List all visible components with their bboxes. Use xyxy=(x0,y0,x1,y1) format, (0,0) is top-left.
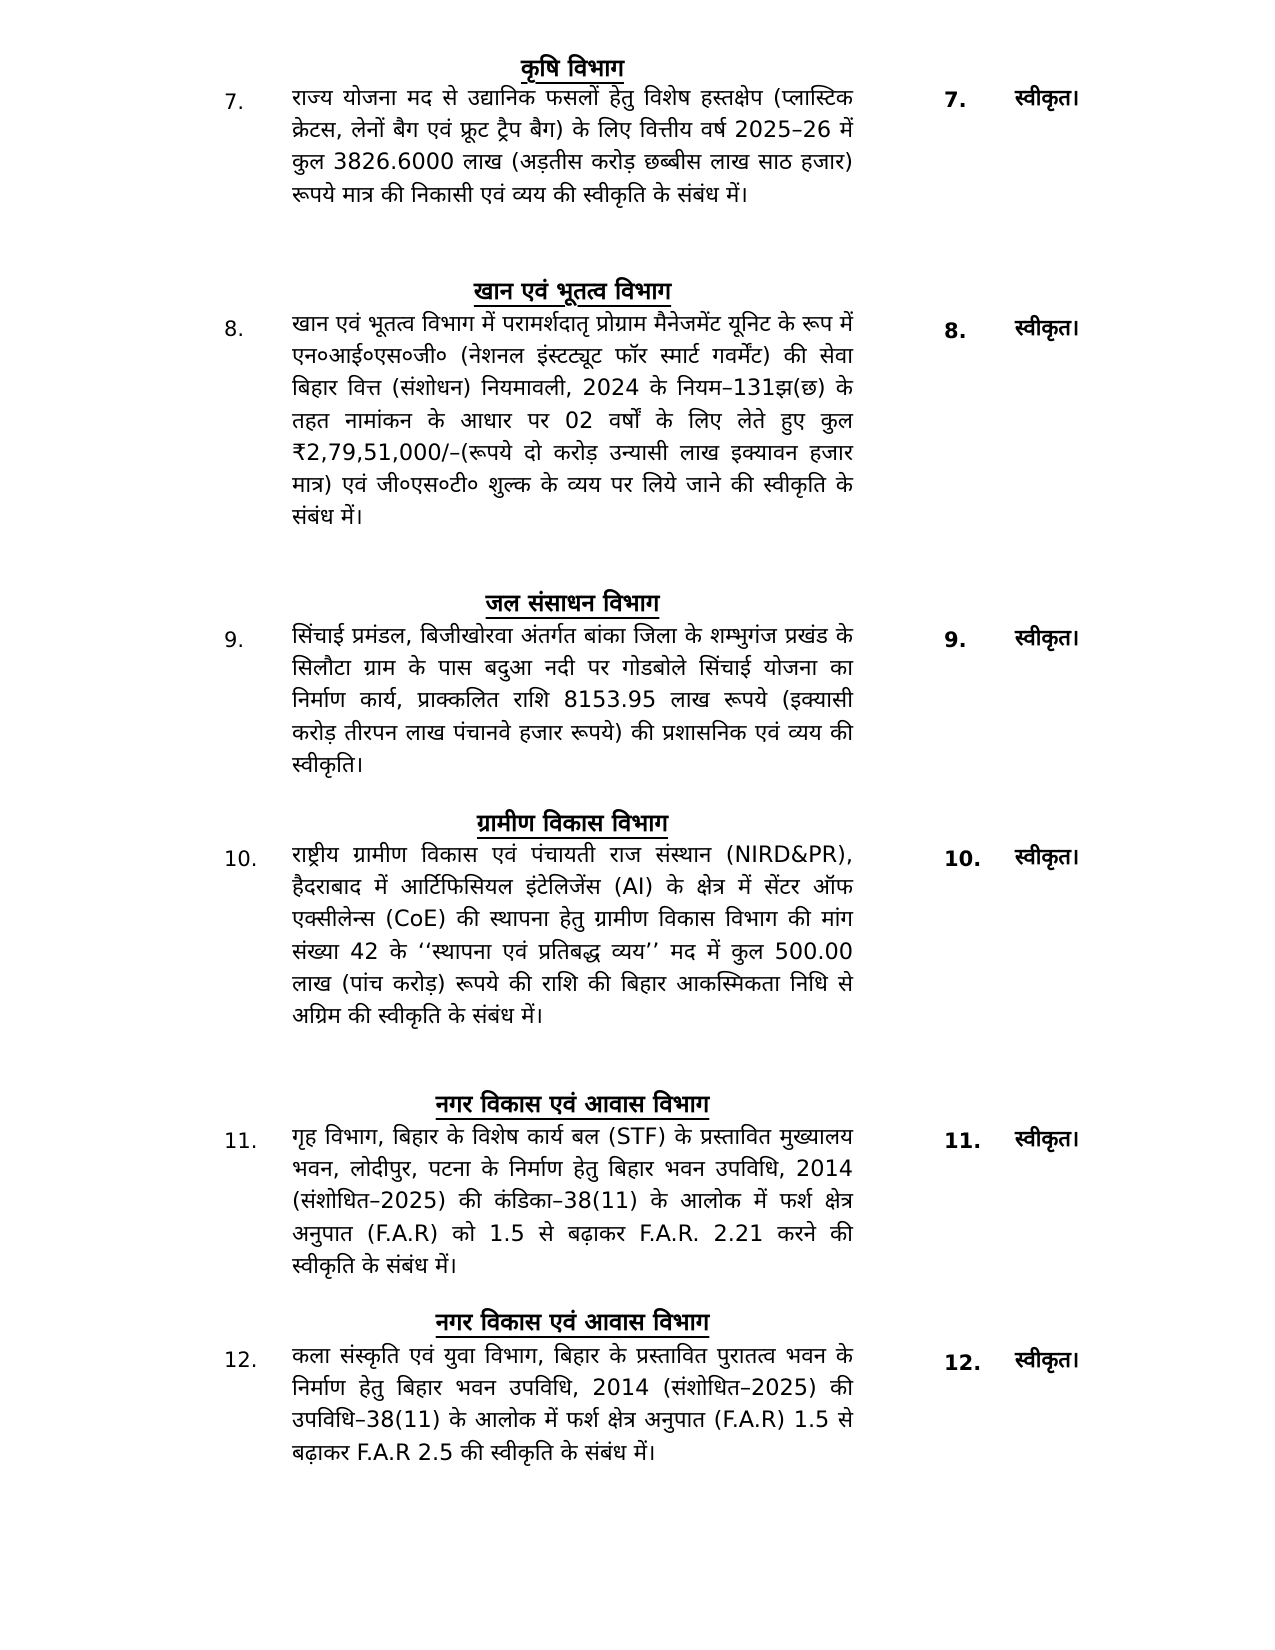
department-heading-text: ग्रामीण विकास विभाग xyxy=(477,809,668,837)
decision-serial: 12. xyxy=(944,1351,982,1375)
decision-serial: 10. xyxy=(944,847,982,871)
department-heading xyxy=(290,1306,855,1338)
decision-status: स्वीकृत। xyxy=(1015,1348,1080,1373)
department-heading-text: नगर विकास एवं आवास विभाग xyxy=(435,1308,710,1336)
department-heading xyxy=(290,275,855,307)
item-serial: 10. xyxy=(224,847,258,871)
item-description: खान एवं भूतत्व विभाग में परामर्शदातृ प्रोग्राम मैनेजमेंट यूनिट के रूप में एन०आई०एस०जी० (नेशनल इंस्टट्यूट फॉर स्मार्ट गवर्मेंट) की सेवा बिहार वित्त (संशोधन) नियमावली, 2024 के नियम–131झ(छ) के तहत नामांकन के आधार पर 02 वर्षों के लिए लेते हुए कुल ₹2,79,51,000/–(रूपये दो करोड़ उन्यासी लाख इक्यावन हजार मात्र) एवं जी०एस०टी० शुल्क के व्यय पर लिये जाने की स्वीकृति के संबंध में। xyxy=(292,311,853,531)
item-serial: 12. xyxy=(224,1348,258,1372)
item-serial: 7. xyxy=(224,90,245,114)
department-heading-text: कृषि विभाग xyxy=(520,54,625,82)
department-heading xyxy=(290,587,855,619)
department-heading xyxy=(290,52,855,84)
item-description: राष्ट्रीय ग्रामीण विकास एवं पंचायती राज संस्थान (NIRD&PR), हैदराबाद में आर्टिफिसियल इंटेलिजेंस (AI) के क्षेत्र में सेंटर ऑफ एक्सीलेन्स (CoE) की स्थापना हेतु ग्रामीण विकास विभाग की मांग संख्या 42 के ‘‘स्थापना एवं प्रतिबद्ध व्यय’’ मद में कुल 500.00 लाख (पांच करोड़) रूपये की राशि की बिहार आकस्मिकता निधि से अग्रिम की स्वीकृति के संबंध में। xyxy=(292,842,853,1030)
department-heading xyxy=(290,807,855,839)
item-description: गृह विभाग, बिहार के विशेष कार्य बल (STF) के प्रस्तावित मुख्यालय भवन, लोदीपुर, पटना के निर्माण हेतु बिहार भवन उपविधि, 2014 (संशोधित–2025) की कंडिका–38(11) के आलोक में फर्श क्षेत्र अनुपात (F.A.R) को 1.5 से बढ़ाकर F.A.R. 2.21 करने की स्वीकृति के संबंध में। xyxy=(292,1124,853,1279)
decision-serial: 9. xyxy=(944,628,967,652)
department-heading-text: नगर विकास एवं आवास विभाग xyxy=(435,1090,710,1118)
decision-status: स्वीकृत। xyxy=(1015,845,1080,870)
item-description: कला संस्कृति एवं युवा विभाग, बिहार के प्रस्तावित पुरातत्व भवन के निर्माण हेतु बिहार भवन उपविधि, 2014 (संशोधित–2025) की उपविधि–38(11) के आलोक में फर्श क्षेत्र अनुपात (F.A.R) 1.5 से बढ़ाकर F.A.R 2.5 की स्वीकृति के संबंध में। xyxy=(292,1343,853,1466)
item-description: सिंचाई प्रमंडल, बिजीखोरवा अंतर्गत बांका जिला के शम्भुगंज प्रखंड के सिलौटा ग्राम के पास बदुआ नदी पर गोडबोले सिंचाई योजना का निर्माण कार्य, प्राक्कलित राशि 8153.95 लाख रूपये (इक्यासी करोड़ तीरपन लाख पंचानवे हजार रूपये) की प्रशासनिक एवं व्यय की स्वीकृति। xyxy=(292,623,853,778)
item-serial: 9. xyxy=(224,628,245,652)
decision-status: स्वीकृत। xyxy=(1015,1127,1080,1152)
decision-serial: 11. xyxy=(944,1129,982,1153)
decision-serial: 7. xyxy=(944,88,967,112)
item-serial: 8. xyxy=(224,317,245,341)
item-serial: 11. xyxy=(224,1129,258,1153)
department-heading-text: जल संसाधन विभाग xyxy=(485,589,660,617)
decision-status: स्वीकृत। xyxy=(1015,626,1080,651)
decision-status: स्वीकृत। xyxy=(1015,316,1080,341)
decision-serial: 8. xyxy=(944,319,967,343)
department-heading-text: खान एवं भूतत्व विभाग xyxy=(473,277,672,305)
item-description: राज्य योजना मद से उद्यानिक फसलों हेतु विशेष हस्तक्षेप (प्लास्टिक क्रेटस, लेनों बैग एवं फ्रूट ट्रैप बैग) के लिए वित्तीय वर्ष 2025–26 में कुल 3826.6000 लाख (अड़तीस करोड़ छब्बीस लाख साठ हजार) रूपये मात्र की निकासी एवं व्यय की स्वीकृति के संबंध में। xyxy=(292,85,853,208)
decision-status: स्वीकृत। xyxy=(1015,86,1080,111)
department-heading xyxy=(290,1088,855,1120)
